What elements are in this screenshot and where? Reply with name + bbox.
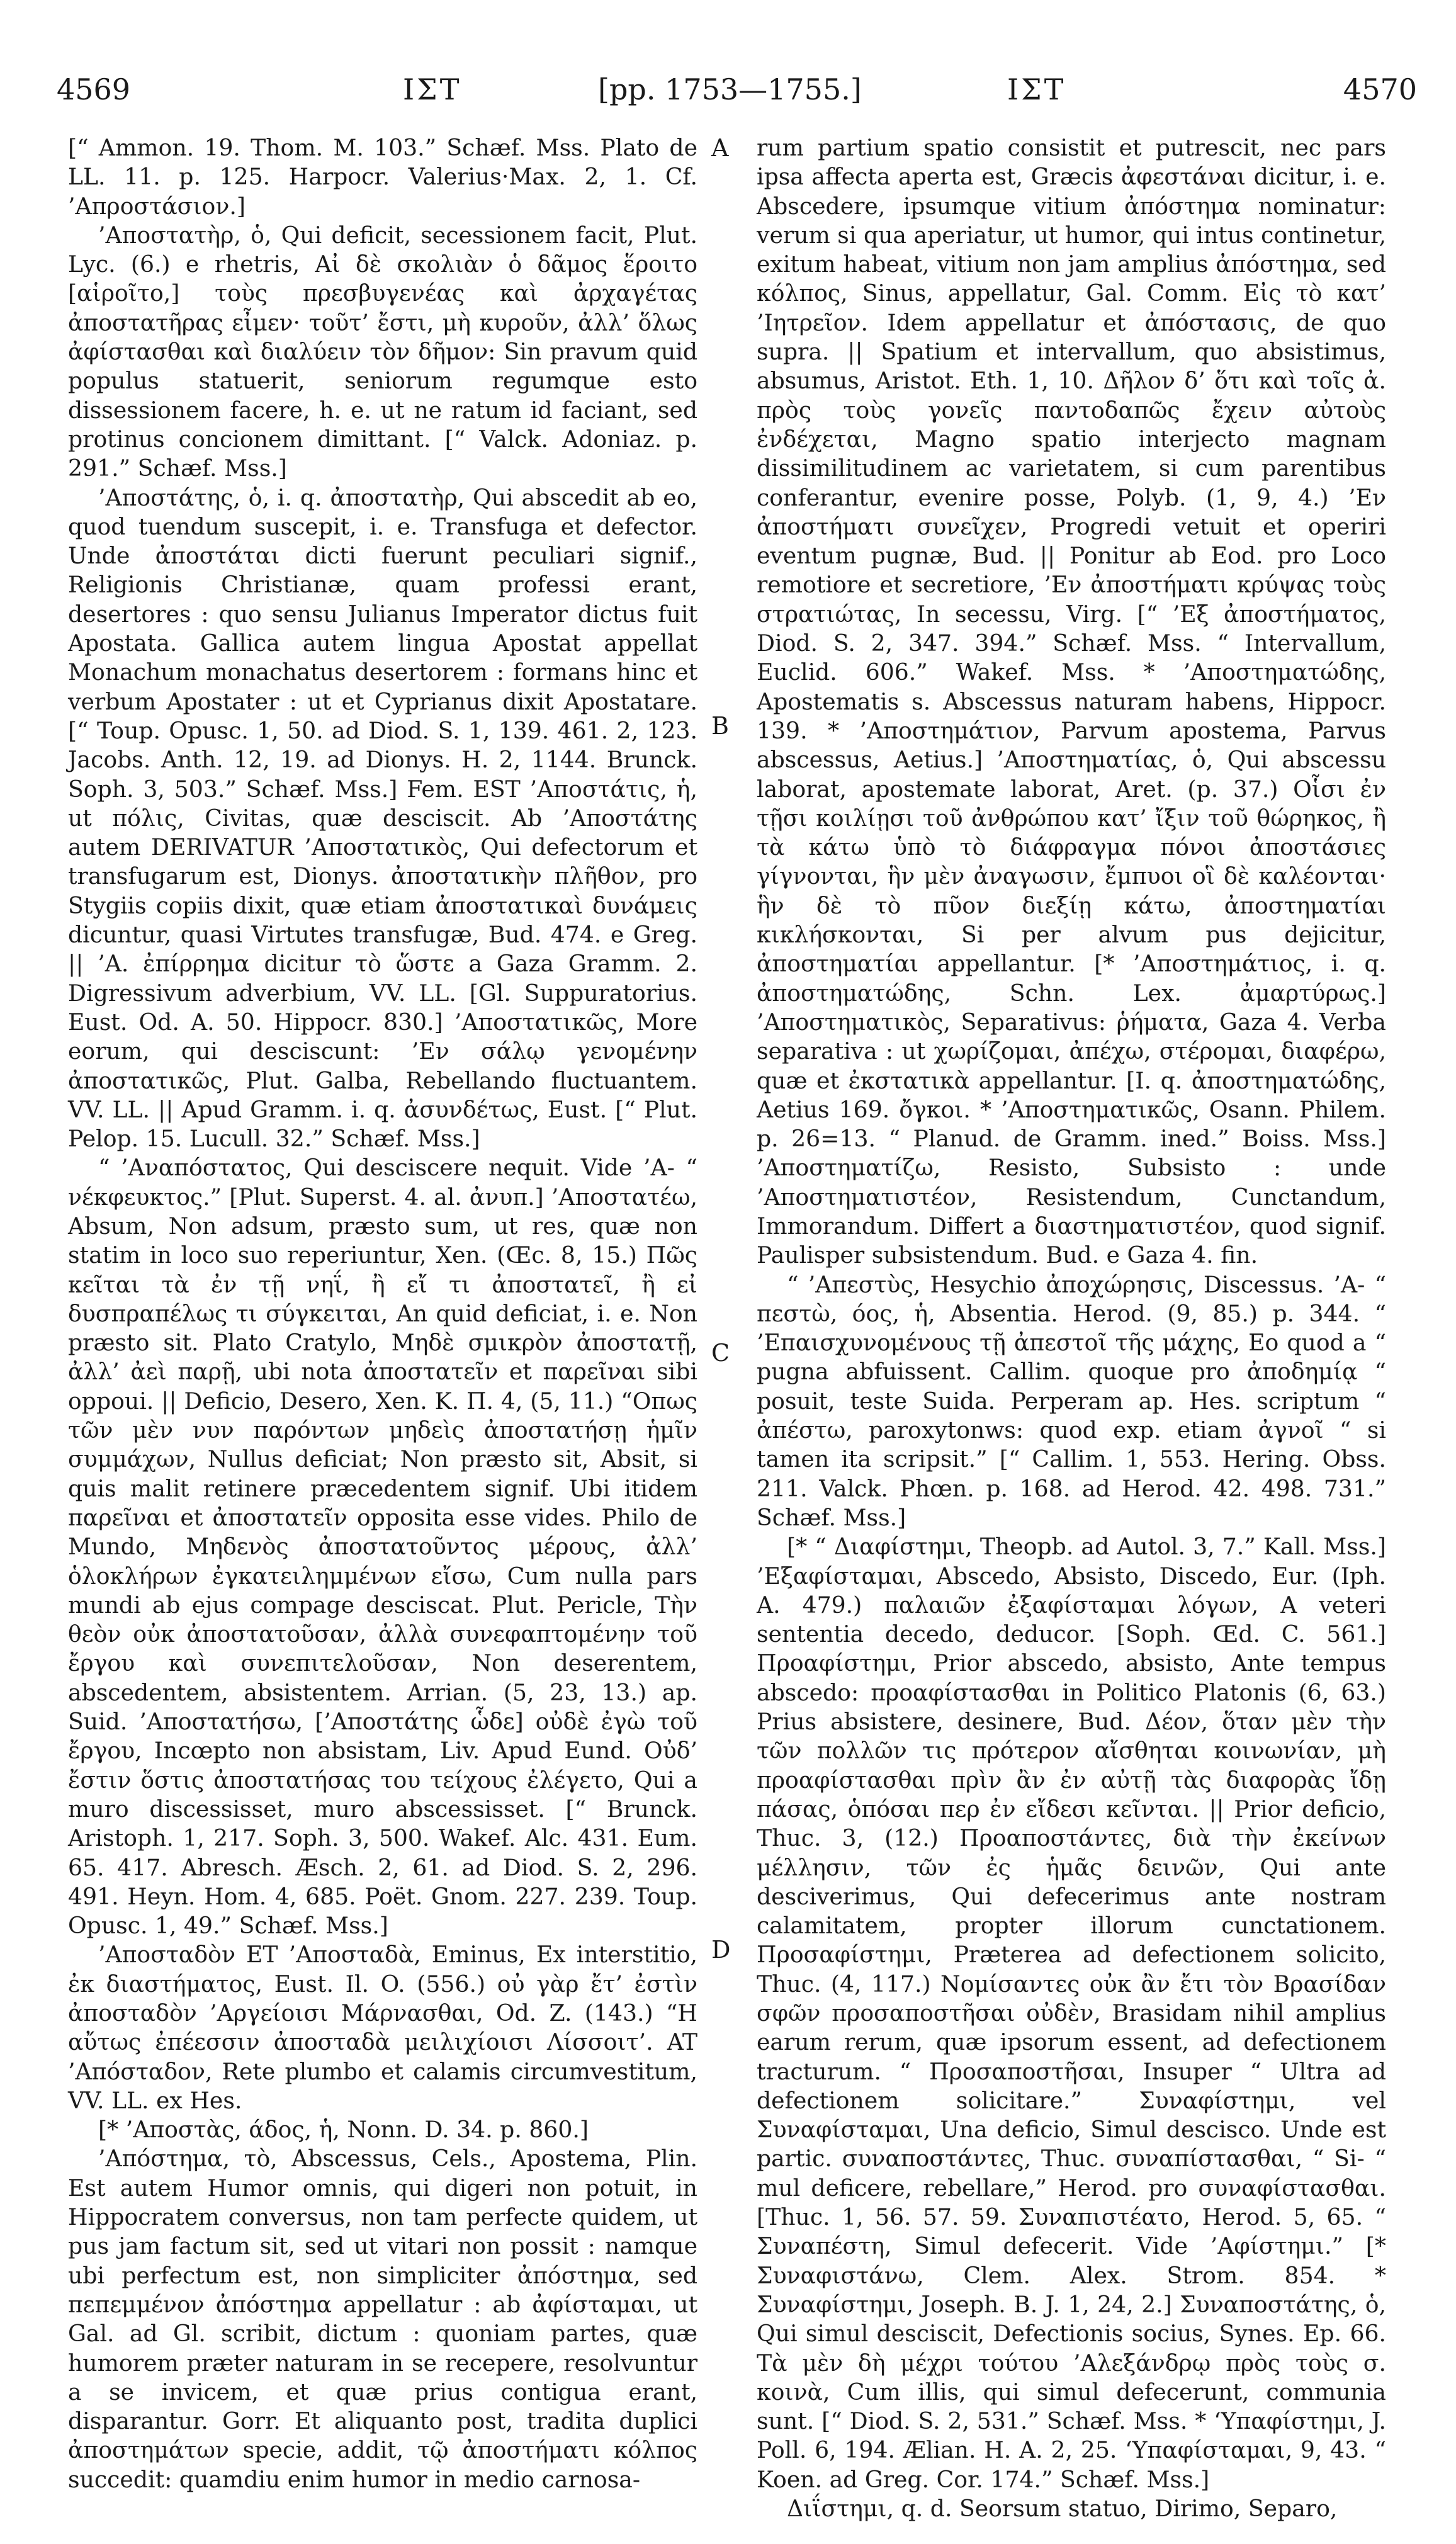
entry-paragraph: ’Απόστημα, τὸ, Abscessus, Cels., Apostema, Plin. Est autem Humor omnis, qui digeri non potuit, in Hippocratem conversus, non tam perfecte quidem, ut pus jam factum sit, sed ut vitari non possit : namque ubi perfectum est, non simpliciter ἀπόστημα, sed πεπεμμένον ἀπόστημα appellatur : ab ἀφίσταμαι, ut Gal. ad Gl. scribit, dictum : quoniam partes, quæ humorem præter naturam in se recepere, resolvuntur a se invicem, et quæ prius contigua erant, disparantur. Gorr. Et aliquanto post, tradita duplici ἀποστημάτων specie, addit, τῷ ἀποστήματι κόλπος succedit: quamdiu enim humor in medio carnosa-: [68, 2145, 697, 2493]
right-column: [757, 133, 1386, 2523]
entry-paragraph: “ ’Απεστὺς, Hesychio ἀποχώρησις, Discessus. ’Α- “ πεστὼ, όος, ἡ, Absentia. Herod. (9, 85.) p. 344. “ ’Επαισχυνομένους τῇ ἀπεστοῖ τῆς μάχης, Eo quod a “ pugna abfuissent. Callim. quoque pro ἀποδημίᾳ “ posuit, teste Suida. Perperam ap. Hes. scriptum “ ἀπέστω, paroxytonws: quod exp. etiam ἀγνοῖ “ si tamen ita scripsit.” [“ Callim. 1, 553. Hering. Obss. 211. Valck. Phœn. p. 168. ad Herod. 42. 498. 731.” Schæf. Mss.]: [757, 1270, 1386, 1531]
page-number-right: 4570: [1343, 72, 1417, 106]
running-head-right: ΙΣΤ: [1007, 72, 1066, 106]
page-range: [pp. 1753—1755.]: [598, 72, 862, 106]
page-number-left: 4569: [57, 72, 131, 106]
entry-paragraph: [* ’Αποστὰς, άδος, ἡ, Nonn. D. 34. p. 860.]: [98, 2116, 589, 2144]
entry-paragraph: ’Αποσταδὸν ET ’Αποσταδὰ, Eminus, Ex interstitio, ἐκ διαστήματος, Eust. Il. O. (556.) οὐ γὰρ ἔτ’ ἐστὶν ἀποσταδὸν ’Αργείοισι Μάρνασθαι, Od. Z. (143.) “Η αὔτως ἐπέεσσιν ἀποσταδὰ μειλιχίοισι Λίσσοιτ’. AT ’Απόσταδον, Rete plumbo et calamis circumvestitum, VV. LL. ex Hes.: [68, 1941, 697, 2114]
running-head-left: ΙΣΤ: [403, 72, 462, 106]
section-letter-c: C: [711, 1339, 730, 1367]
entry-paragraph: “ ’Αναπόστατος, Qui desciscere nequit. Vide ’Α- “ νέκφευκτος.” [Plut. Superst. 4. al. ἀνυπ.] ’Αποστατέω, Absum, Non adsum, præsto sum, ut res, quæ non statim in loco suo reperiuntur, Xen. (Œc. 8, 15.) Πῶς κεῖται τὰ ἐν τῇ νηΐ, ἢ εἴ τι ἀποστατεῖ, ἢ εἰ δυσπραπέλως τι σύγκειται, An quid deficiat, i. e. Non præsto sit. Plato Cratylo, Μηδὲ σμικρὸν ἀποστατῇ, ἀλλ’ ἀεὶ παρῇ, ubi nota ἀποστατεῖν et παρεῖναι sibi oppoui. || Deficio, Desero, Xen. K. Π. 4, (5, 11.) “Οπως τῶν μὲν νυν παρόντων μηδεὶς ἀποστατήσῃ ἡμῖν συμμάχων, Nullus deficiat; Non præsto sit, Absit, si quis malit retinere præcedentem signif. Ubi itidem παρεῖναι et ἀποστατεῖν opposita esse vides. Philo de Mundo, Μηδενὸς ἀποστατοῦντος μέρους, ἀλλ’ ὁλοκλήρων ἐγκατειλημμένων εἴσω, Cum nulla pars mundi ab ejus compage desciscat. Plut. Pericle, Τὴν θεὸν οὐκ ἀποστατοῦσαν, ἀλλὰ συνεφαπτομένην τοῦ ἔργου καὶ συνεπιτελοῦσαν, Non deserentem, abscedentem, absistentem. Arrian. (5, 23, 13.) ap. Suid. ’Αποστατήσω, [’Αποστάτης ὧδε] οὐδὲ ἐγὼ τοῦ ἔργου, Incœpto non absistam, Liv. Apud Eund. Οὐδ’ ἔστιν ὅστις ἀποστατήσας του τείχους ἐλέγετο, Qui a muro discessisset, muro abscessisset. [“ Brunck. Aristoph. 1, 217. Soph. 3, 500. Wakef. Alc. 431. Eum. 65. 417. Abresch. Æsch. 2, 61. ad Diod. S. 2, 296. 491. Heyn. Hom. 4, 685. Poët. Gnom. 227. 239. Toup. Opusc. 1, 49.” Schæf. Mss.]: [68, 1154, 697, 1940]
entry-paragraph: [* “ Διαφίστημι, Theopb. ad Autol. 3, 7.” Kall. Mss.] ’Εξαφίσταμαι, Abscedo, Absisto, Discedo, Eur. (Iph. A. 479.) παλαιῶν ἐξαφίσταμαι λόγων, A veteri sententia decedo, deducor. [Soph. Œd. C. 561.] Προαφίστημι, Prior abscedo, absisto, Ante tempus abscedo: προαφίστασθαι in Politico Platonis (6, 63.) Prius absistere, desinere, Bud. Δέον, ὅταν μὲν τὴν τῶν πολλῶν τις πρότερον αἴσθηται κοινωνίαν, μὴ προαφίστασθαι πρὶν ἂν ἐν αὐτῇ τὰς διαφορὰς ἴδῃ πάσας, ὁπόσαι περ ἐν εἴδεσι κεῖνται. || Prior deficio, Thuc. 3, (12.) Προαποστάντες, διὰ τὴν ἐκείνων μέλλησιν, τῶν ἐς ἡμᾶς δεινῶν, Qui ante desciverimus, Qui defecerimus ante nostram calamitatem, propter illorum cunctationem. Προσαφίστημι, Præterea ad defectionem solicito, Thuc. (4, 117.) Νομίσαντες οὐκ ἂν ἔτι τὸν Βρασίδαν σφῶν προσαποστῆσαι οὐδὲν, Brasidam nihil amplius earum rerum, quæ ipsorum essent, ad defectionem tracturum. “ Προσαποστῆσαι, Insuper “ Ultra ad defectionem solicitare.” Συναφίστημι, vel Συναφίσταμαι, Una deficio, Simul descisco. Unde est partic. συναποστάντες, Thuc. συναπίστασθαι, “ Si- “ mul deficere, rebellare,” Herod. pro συναφίστασθαι. [Thuc. 1, 56. 57. 59. Συναπιστέατο, Herod. 5, 65. “ Συναπέστη, Simul defecerit. Vide ’Αφίστημι.” [* Συναφιστάνω, Clem. Alex. Strom. 854. * Συναφίστημι, Joseph. B. J. 1, 24, 2.] Συναποστάτης, ὁ, Qui simul desciscit, Defectionis socius, Synes. Ep. 66. Τὰ μὲν δὴ μέχρι τούτου ’Αλεξάνδρῳ πρὸς τοὺς σ. κοινὰ, Cum illis, qui simul defecerunt, communia sunt. [“ Diod. S. 2, 531.” Schæf. Mss. * ‘Υπαφίστημι, J. Poll. 6, 194. Ælian. H. A. 2, 25. ‘Υπαφίσταμαι, 9, 43. “ Koen. ad Greg. Cor. 174.” Schæf. Mss.]: [757, 1533, 1386, 2493]
entry-paragraph: ’Αποστάτης, ὁ, i. q. ἀποστατὴρ, Qui abscedit ab eo, quod tuendum suscepit, i. e. Transfuga et defector. Unde ἀποστάται dicti fuerunt peculiari signif., Religionis Christianæ, quam professi erant, desertores : quo sensu Julianus Imperator dictus fuit Apostata. Gallica autem lingua Apostat appellat Monachum monachatus desertorem : formans hinc et verbum Apostater : ut et Cyprianus dixit Apostatare. [“ Toup. Opusc. 1, 50. ad Diod. S. 1, 139. 461. 2, 123. Jacobs. Anth. 12, 19. ad Dionys. H. 2, 1144. Brunck. Soph. 3, 503.” Schæf. Mss.] Fem. EST ’Αποστάτις, ἡ, ut πόλις, Civitas, quæ desciscit. Ab ’Αποστάτης autem DERIVATUR ’Αποστατικὸς, Qui defectorum et transfugarum est, Dionys. ἀποστατικὴν πλῆθον, pro Stygiis copiis dixit, quæ etiam ἀποστατικαὶ δυνάμεις dicuntur, quasi Virtutes transfugæ, Bud. 474. e Greg. || ’Α. ἐπίρρημα dicitur τὸ ὥστε a Gaza Gramm. 2. Digressivum adverbium, VV. LL. [Gl. Suppuratorius. Eust. Od. A. 50. Hippocr. 830.] ’Αποστατικῶς, More eorum, qui desciscunt: ’Εν σάλῳ γενομένην ἀποστατικῶς, Plut. Galba, Rebellando fluctuantem. VV. LL. || Apud Gramm. i. q. ἀσυνδέτως, Eust. [“ Plut. Pelop. 15. Lucull. 32.” Schæf. Mss.]: [68, 483, 697, 1153]
entry-paragraph: ’Αποστατὴρ, ὁ, Qui deficit, secessionem facit, Plut. Lyc. (6.) e rhetris, Αἰ δὲ σκολιὰν ὁ δᾶμος ἕροιτο [αἱροῖτο,] τοὺς πρεσβυγενέας καὶ ἀρχαγέτας ἀποστατῆρας εἶμεν· τοῦτ’ ἔστι, μὴ κυροῦν, ἀλλ’ ὅλως ἀφίστασθαι καὶ διαλύειν τὸν δῆμον: Sin pravum quid populus statuerit, seniorum regumque esto dissessionem facere, h. e. ut ne ratum id faciant, sed protinus concionem dimittant. [“ Valck. Adoniaz. p. 291.” Schæf. Mss.]: [68, 221, 697, 482]
entry-paragraph: rum partium spatio consistit et putrescit, nec pars ipsa affecta aperta est, Græcis ἀφεστάναι dicitur, i. e. Abscedere, ipsumque vitium ἀπόστημα nominatur: verum si qua aperiatur, ut humor, qui intus continetur, exitum habeat, vitium non jam amplius ἀπόστημα, sed κόλπος, Sinus, appellatur, Gal. Comm. Εἰς τὸ κατ’ ’Ιητρεῖον. Idem appellatur et ἀπόστασις, de quo supra. || Spatium et intervallum, quo absistimus, absumus, Aristot. Eth. 1, 10. Δῆλον δ’ ὅτι καὶ τοῖς ἀ. πρὸς τοὺς γονεῖς παντοδαπῶς ἔχειν αὐτοὺς ἐνδέχεται, Magno spatio interjecto magnam dissimilitudinem ac varietatem, si cum parentibus conferantur, evenire posse, Polyb. (1, 9, 4.) ’Εν ἀποστήματι συνεῖχεν, Progredi vetuit et operiri eventum pugnæ, Bud. || Ponitur ab Eod. pro Loco remotiore et secretiore, ’Εν ἀποστήματι κρύψας τοὺς στρατιώτας, In secessu, Virg. [“ ’Εξ ἀποστήματος, Diod. S. 2, 347. 394.” Schæf. Mss. “ Intervallum, Euclid. 606.” Wakef. Mss. * ’Αποστηματώδης, Apostematis s. Abscessus naturam habens, Hippocr. 139. * ’Αποστημάτιον, Parvum apostema, Parvus abscessus, Aetius.] ’Αποστηματίας, ὁ, Qui abscessu laborat, apostemate laborat, Aret. (p. 37.) Οἷσι ἐν τῇσι κοιλίῃσι τοῦ ἀνθρώπου κατ’ ἴξιν τοῦ θώρηκος, ἢ τὰ κάτω ὑπὸ τὸ διάφραγμα πόνοι ἀποστάσιες γίγνονται, ἣν μὲν ἀναγωσιν, ἔμπυοι οἳ δὲ καλέονται· ἣν δὲ τὸ πῦον διεξίῃ κάτω, ἀποστηματίαι κικλήσκονται, Si per alvum pus dejicitur, ἀποστηματίαι appellantur. [* ’Αποστημάτιος, i. q. ἀποστηματώδης, Schn. Lex. ἀμαρτύρως.] ’Αποστηματικὸς, Separativus: ῥήματα, Gaza 4. Verba separativa : ut χωρίζομαι, ἀπέχω, στέρομαι, διαφέρω, quæ et ἐκστατικὰ appellantur. [I. q. ἀποστηματώδης, Aetius 169. ὄγκοι. * ’Αποστηματικῶς, Osann. Philem. p. 26=13. “ Planud. de Gramm. ined.” Boiss. Mss.] ’Αποστηματίζω, Resisto, Subsisto : unde ’Αποστηματιστέον, Resistendum, Cunctandum, Immorandum. Differt a διαστηματιστέον, quod signif. Paulisper subsistendum. Bud. e Gaza 4. fin.: [757, 134, 1386, 1269]
left-column: [68, 133, 697, 2494]
section-letter-b: B: [711, 712, 729, 740]
entry-paragraph: Διΐστημι, q. d. Seorsum statuo, Dirimo, Separo,: [787, 2495, 1338, 2523]
running-head: [0, 71, 1456, 127]
entry-paragraph: [“ Ammon. 19. Thom. M. 103.” Schæf. Mss. Plato de LL. 11. p. 125. Harpocr. Valerius·Max. 2, 1. Cf. ’Απροστάσιον.]: [68, 134, 697, 220]
section-letter-a: A: [711, 134, 729, 162]
section-letter-d: D: [711, 1936, 731, 1964]
